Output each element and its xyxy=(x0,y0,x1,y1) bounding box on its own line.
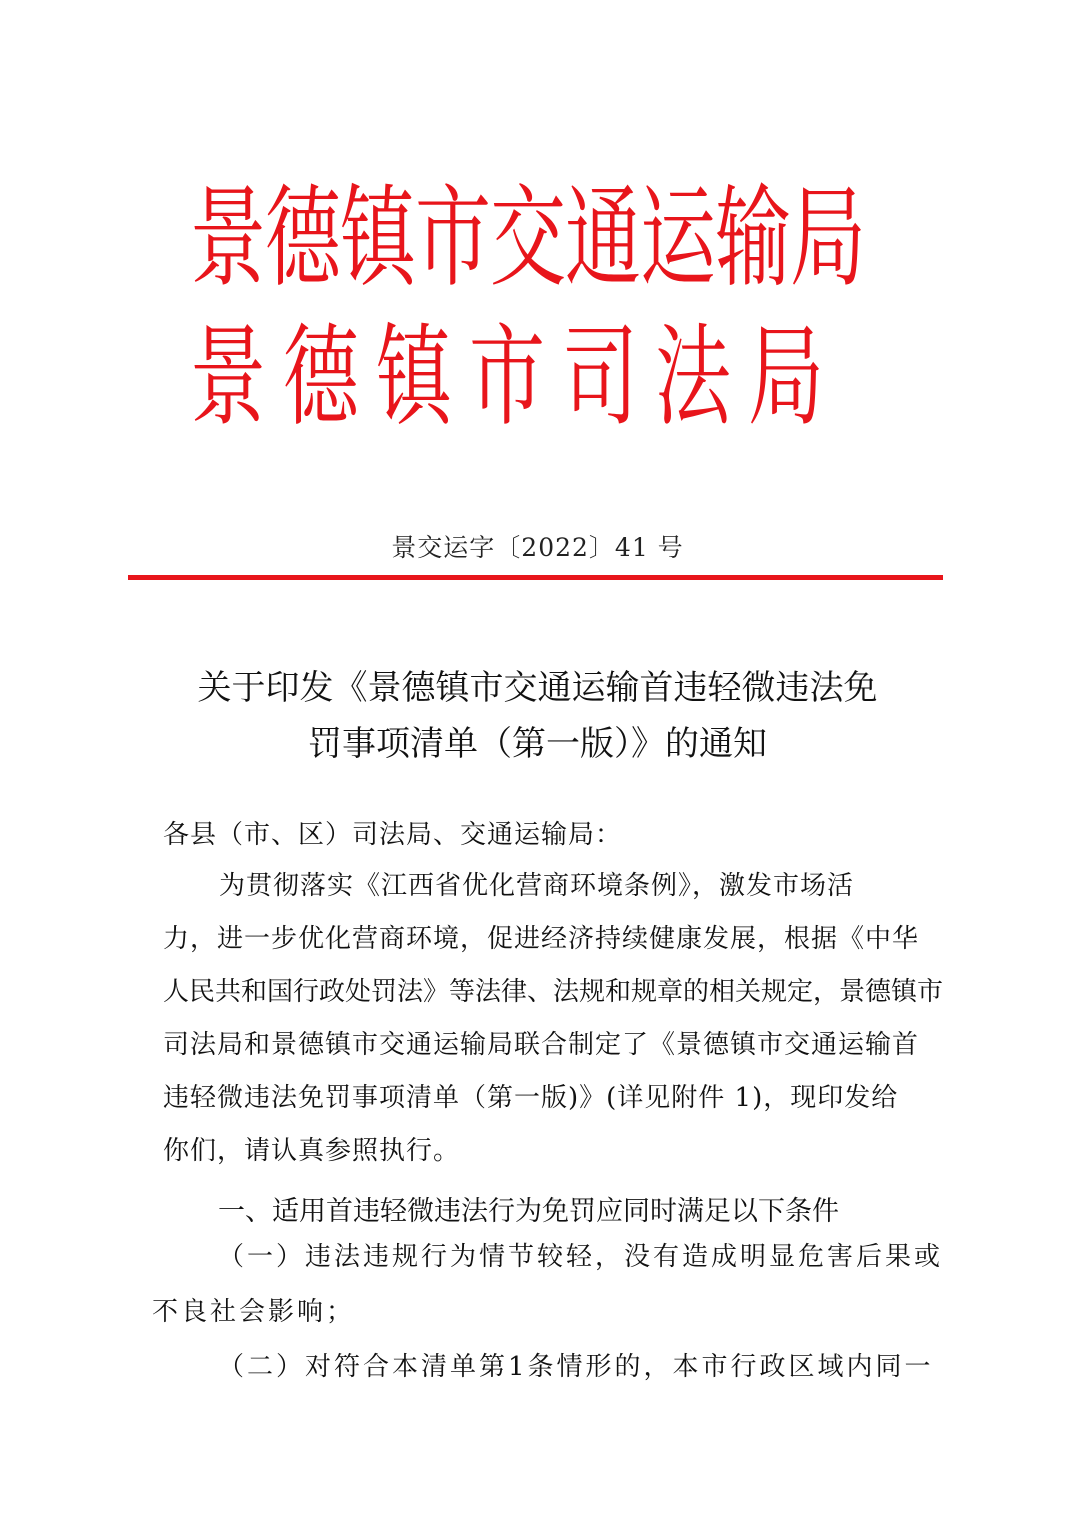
document-title-line-1: 关于印发《景德镇市交通运输首违轻微违法免 xyxy=(197,668,878,708)
document-title xyxy=(0,660,1075,772)
intro-paragraph-line: 违轻微违法免罚事项清单（第一版)》(详见附件 1)，现印发给 xyxy=(163,1083,899,1113)
condition-2-line: （二）对符合本清单第1条情形的，本市行政区域内同一 xyxy=(218,1352,934,1382)
intro-paragraph-line: 为贯彻落实《江西省优化营商环境条例》，激发市场活 xyxy=(219,871,855,901)
document-title-line-2: 罚事项清单（第一版）》的通知 xyxy=(308,724,767,764)
document-number: 景交运字〔2022〕41 号 xyxy=(391,533,684,562)
intro-paragraph-line: 司法局和景德镇市交通运输局联合制定了《景德镇市交通运输首 xyxy=(163,1030,920,1060)
intro-paragraph-line: 你们，请认真参照执行。 xyxy=(163,1136,461,1166)
issuer-name-justice-bureau: 景德镇市司法局 xyxy=(190,311,841,441)
section-heading-conditions: 一、适用首违轻微违法行为免罚应同时满足以下条件 xyxy=(218,1196,839,1227)
intro-paragraph-line: 人民共和国行政处罚法》等法律、法规和规章的相关规定，景德镇市 xyxy=(163,977,944,1007)
red-header-divider xyxy=(128,575,943,580)
condition-1-line: （一）违法违规行为情节较轻，没有造成明显危害后果或 xyxy=(218,1242,944,1272)
issuer-name-transport-bureau: 景德镇市交通运输局 xyxy=(190,172,865,302)
intro-paragraph-line: 力，进一步优化营商环境，促进经济持续健康发展，根据《中华 xyxy=(163,924,920,954)
condition-1-line: 不良社会影响； xyxy=(152,1297,356,1327)
recipient-line: 各县（市、区）司法局、交通运输局： xyxy=(163,820,623,850)
